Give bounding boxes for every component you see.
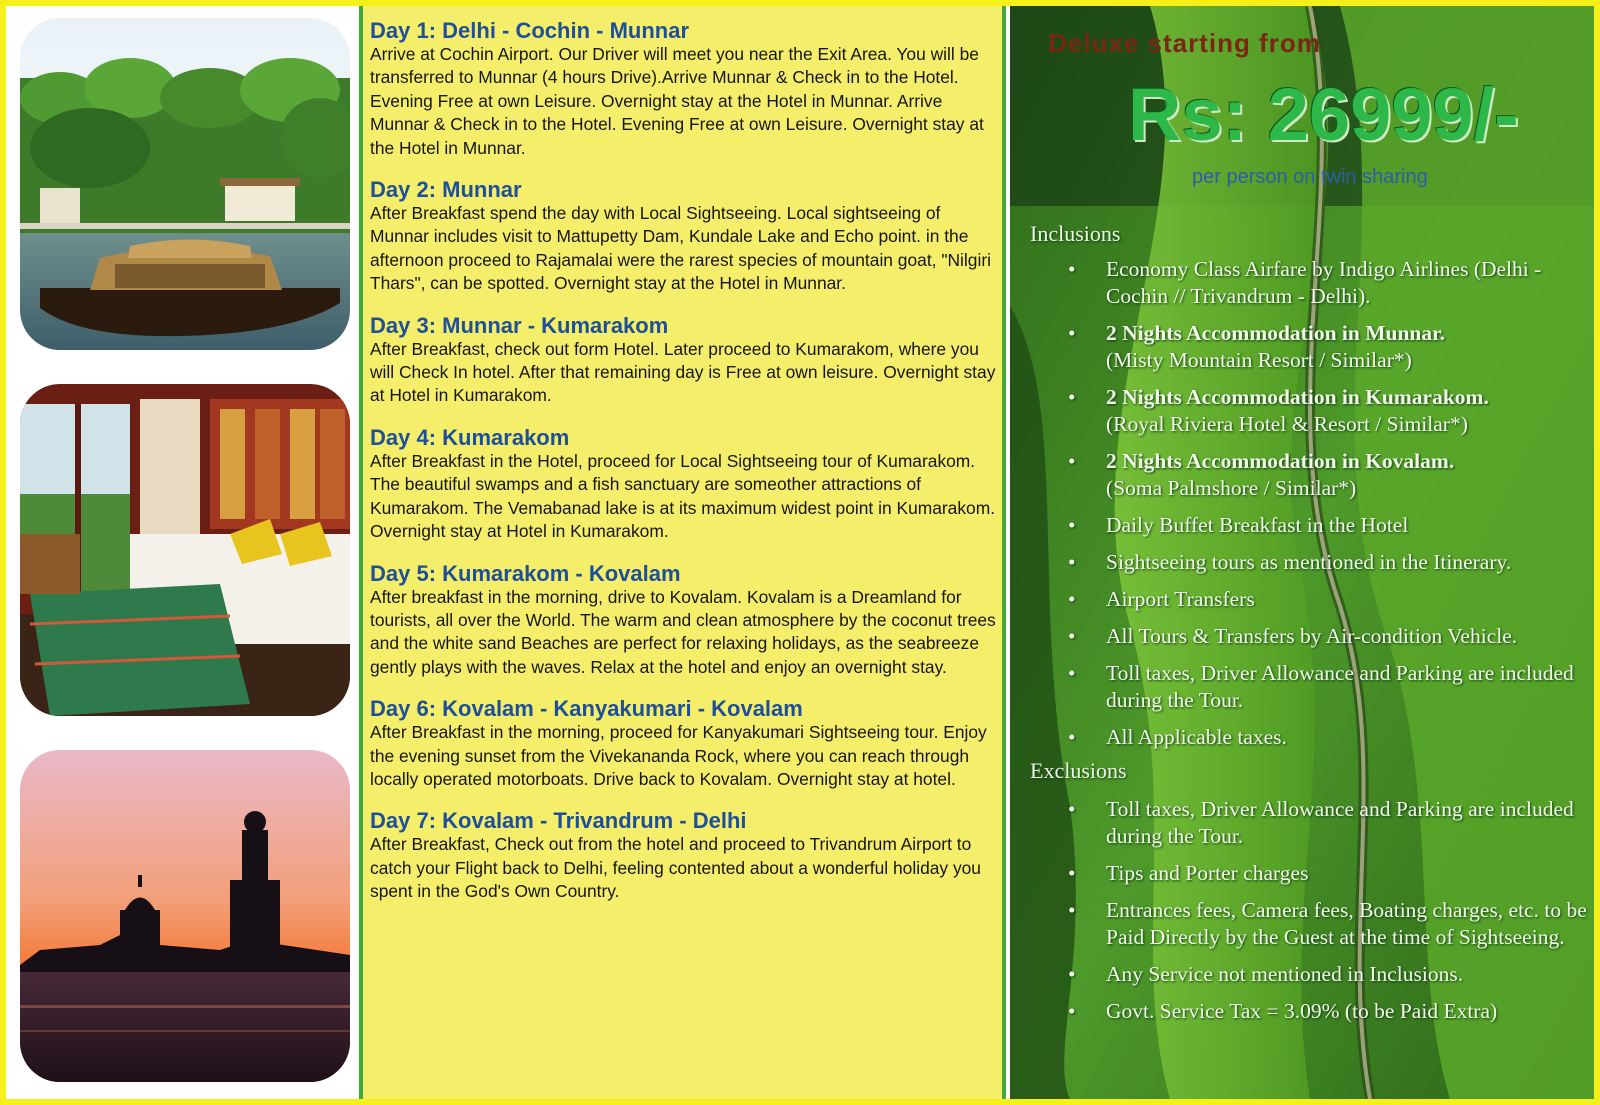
item-text: All Tours & Transfers by Air-condition Vehicle. xyxy=(1106,624,1518,648)
package-panel xyxy=(1010,6,1594,1099)
kanyakumari-sunset-photo xyxy=(20,750,350,1082)
list-item xyxy=(1050,549,1590,576)
day-title: Day 5: Kumarakom - Kovalam xyxy=(370,560,681,586)
houseboat-photo xyxy=(20,18,350,350)
item-text: Daily Buffet Breakfast in the Hotel xyxy=(1106,513,1409,537)
itinerary-day xyxy=(370,561,996,680)
list-item xyxy=(1050,660,1590,714)
item-bold-text: 2 Nights Accommodation in Kumarakom. xyxy=(1106,385,1489,409)
day-title: Day 2: Munnar xyxy=(370,177,522,203)
item-text: Toll taxes, Driver Allowance and Parking are included during the Tour. xyxy=(1106,797,1574,848)
list-item xyxy=(1050,860,1590,887)
item-text: Toll taxes, Driver Allowance and Parking are included during the Tour. xyxy=(1106,661,1574,712)
day-description: After Breakfast spend the day with Local Sightseeing. Local sightseeing of Munnar includes visit to Mattupetty Dam, Kundale Lake and Echo point. in the afternoon proceed to Rajamalai were the rarest species of mountain goat, "Nilgiri Thars", can be spotted. Overnight stay at the Hotel in Munnar. xyxy=(370,203,991,294)
day-title: Day 3: Munnar - Kumarakom xyxy=(370,312,669,338)
item-text: (Misty Mountain Resort / Similar*) xyxy=(1106,348,1412,372)
item-text: Airport Transfers xyxy=(1106,587,1255,611)
item-text: Tips and Porter charges xyxy=(1106,861,1309,885)
day-title: Day 7: Kovalam - Trivandrum - Delhi xyxy=(370,808,747,834)
item-text: Sightseeing tours as mentioned in the Itinerary. xyxy=(1106,550,1512,574)
package-details xyxy=(1010,6,1594,1099)
resort-room-photo xyxy=(20,384,350,716)
itinerary-day xyxy=(370,313,996,408)
list-item xyxy=(1050,998,1590,1025)
item-text: All Applicable taxes. xyxy=(1106,725,1287,749)
itinerary-day xyxy=(370,696,996,791)
list-item xyxy=(1050,320,1590,374)
item-text: Govt. Service Tax = 3.09% (to be Paid Extra) xyxy=(1106,999,1498,1023)
item-text: Economy Class Airfare by Indigo Airlines (Delhi - Cochin // Trivandrum - Delhi). xyxy=(1106,257,1542,308)
day-description: After Breakfast in the morning, proceed for Kanyakumari Sightseeing tour. Enjoy the evening sunset from the Vivekananda Rock, where you can reach through locally operated motorboats. Drive back to Kovalam. Overnight stay at hotel. xyxy=(370,722,987,789)
itinerary-day xyxy=(370,425,996,544)
day-description: After Breakfast in the Hotel, proceed for Local Sightseeing tour of Kumarakom. The beautiful swamps and a fish sanctuary are someother attractions of Kumarakom. The Vemabanad lake is at its maximum widest point in Kumarakom. Overnight stay at Hotel in Kumarakom. xyxy=(370,450,996,542)
item-text: (Soma Palmshore / Similar*) xyxy=(1106,476,1357,500)
list-item xyxy=(1050,724,1590,751)
inclusions-list xyxy=(1050,256,1590,751)
item-text: (Royal Riviera Hotel & Resort / Similar*) xyxy=(1106,412,1468,436)
day-title: Day 4: Kumarakom xyxy=(370,424,570,450)
list-item xyxy=(1050,623,1590,650)
list-item xyxy=(1050,796,1590,850)
itinerary-day xyxy=(370,18,996,160)
day-description: After Breakfast, check out form Hotel. Later proceed to Kumarakom, where you will Check In hotel. After that remaining day is Free at own leisure. Overnight stay at Hotel in Kumarakom. xyxy=(370,338,996,406)
list-item xyxy=(1050,897,1590,951)
itinerary-day xyxy=(370,177,996,296)
list-item xyxy=(1050,448,1590,502)
day-title: Day 6: Kovalam - Kanyakumari - Kovalam xyxy=(370,696,803,722)
list-item xyxy=(1050,961,1590,988)
item-text: Any Service not mentioned in Inclusions. xyxy=(1106,962,1464,986)
itinerary-day xyxy=(370,808,996,903)
day-title: Day 1: Delhi - Cochin - Munnar xyxy=(370,18,690,43)
list-item xyxy=(1050,512,1590,539)
list-item xyxy=(1050,256,1590,310)
deluxe-heading: Deluxe starting from xyxy=(1048,28,1321,58)
photo-column xyxy=(12,12,352,1092)
item-bold-text: 2 Nights Accommodation in Kovalam. xyxy=(1106,449,1455,473)
day-description: After breakfast in the morning, drive to Kovalam. Kovalam is a Dreamland for tourists, all over the World. The warm and clean atmosphere by the coconut trees and the white sand Beaches are perfect for relaxing holidays, as the seabreeze gently plays with the waves. Relax at the hotel and enjoy an overnight stay. xyxy=(370,586,996,677)
day-description: After Breakfast, Check out from the hotel and proceed to Trivandrum Airport to catch your Flight back to Delhi, feeling contented about a wonderful holiday you spent in the God's Own Country. xyxy=(370,834,981,902)
item-text: Entrances fees, Camera fees, Boating charges, etc. to be Paid Directly by the Guest at the time of Sightseeing. xyxy=(1106,898,1587,949)
inclusions-heading: Inclusions xyxy=(1030,221,1121,246)
list-item xyxy=(1050,586,1590,613)
day-description: Arrive at Cochin Airport. Our Driver will meet you near the Exit Area. You will be transferred to Munnar (4 hours Drive).Arrive Munnar & Check in to the Hotel. Evening Free at own Leisure. Overnight stay at the Hotel in Munnar. Arrive Munnar & Check in to the Hotel. Evening Free at own Leisure. Overnight stay at the Hotel in Munnar. xyxy=(370,44,984,158)
exclusions-list xyxy=(1050,796,1590,1025)
exclusions-heading: Exclusions xyxy=(1030,758,1127,783)
list-item xyxy=(1050,384,1590,438)
item-bold-text: 2 Nights Accommodation in Munnar. xyxy=(1106,321,1446,345)
itinerary-column xyxy=(359,6,1006,1099)
per-person-note: per person on twin sharing xyxy=(1192,166,1428,188)
package-price: Rs: 26999/- xyxy=(1128,73,1519,156)
